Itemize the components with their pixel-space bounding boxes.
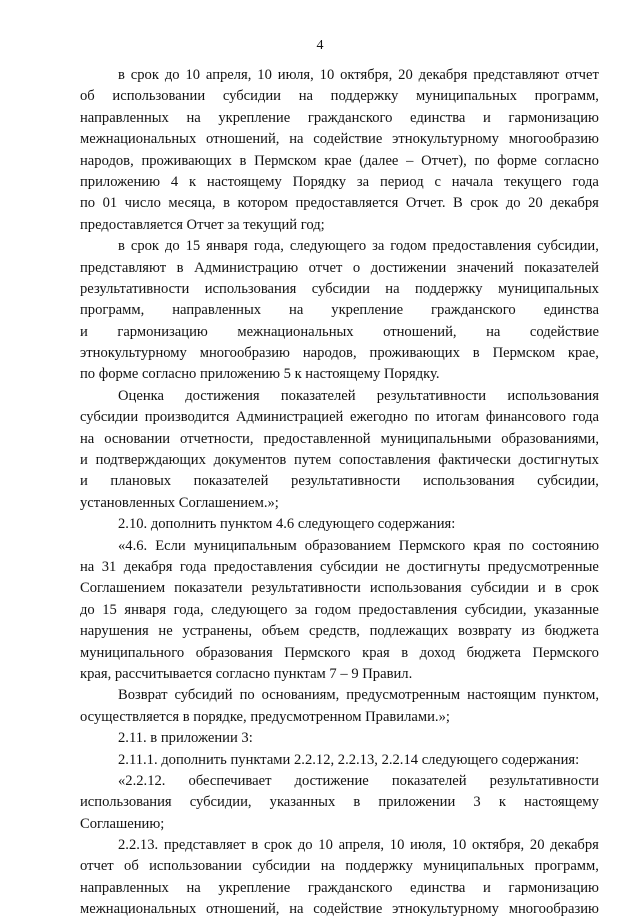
text-line: по 01 число месяца, в котором предоставляется Отчет. В срок до 20 декабря: [80, 195, 599, 212]
text-line: представляют в Администрацию отчет о достижении значений показателей: [80, 259, 599, 276]
text-line: Возврат субсидий по основаниям, предусмотренным настоящим пунктом,: [118, 687, 599, 704]
text-line: до 15 января года, следующего за годом предоставления субсидии, указанные: [80, 601, 599, 618]
text-line: направленных на укрепление гражданского единства и гармонизацию: [80, 109, 599, 126]
text-line: народов, проживающих в Пермском крае (далее – Отчет), по форме согласно: [80, 152, 599, 169]
text-line: и гармонизацию межнациональных отношений, на содействие: [80, 323, 599, 340]
text-line: в срок до 10 апреля, 10 июля, 10 октября, 20 декабря представляют отчет: [118, 67, 599, 83]
page-number: 4: [316, 38, 324, 53]
document-body: [80, 65, 599, 921]
text-line: муниципального образования Пермского края в доход бюджета Пермского: [80, 644, 599, 661]
text-line: об использовании субсидии на поддержку муниципальных программ,: [80, 88, 599, 105]
text-line: результативности использования субсидии на поддержку муниципальных: [80, 280, 599, 297]
text-line: установленных Соглашением.»;: [80, 494, 279, 511]
text-line: межнациональных отношений, на содействие этнокультурному многообразию: [80, 901, 599, 918]
text-line: Соглашению;: [80, 815, 165, 832]
text-line: и подтверждающих документов путем сопоставления фактически достигнутых: [80, 452, 599, 469]
text-line: Соглашением показатели результативности использования субсидии и в срок: [80, 580, 599, 597]
text-line: использования субсидии, указанных в приложении 3 к настоящему: [80, 794, 599, 811]
text-line: приложению 4 к настоящему Порядку за период с начала текущего года: [80, 173, 599, 190]
text-line: этнокультурному многообразию народов, проживающих в Пермском крае,: [80, 345, 599, 362]
text-line: по форме согласно приложению 5 к настоящему Порядку.: [80, 366, 440, 383]
text-line: субсидии производится Администрацией ежегодно по итогам финансового года: [80, 409, 599, 426]
text-line: 2.10. дополнить пунктом 4.6 следующего содержания:: [118, 516, 456, 533]
text-line: межнациональных отношений, на содействие этнокультурному многообразию: [80, 131, 599, 148]
text-line: края, рассчитывается согласно пунктам 7 – 9 Правил.: [80, 665, 413, 682]
text-line: предоставляется Отчет за текущий год;: [80, 216, 325, 233]
text-line: в срок до 15 января года, следующего за годом предоставления субсидии,: [118, 238, 599, 255]
text-line: и плановых показателей результативности использования субсидии,: [80, 473, 599, 490]
text-line: осуществляется в порядке, предусмотренном Правилами.»;: [80, 708, 450, 725]
text-line: на 31 декабря года предоставления субсидии не достигнуты предусмотренные: [80, 558, 599, 575]
text-line: 2.11. в приложении 3:: [118, 730, 253, 747]
text-line: программ, направленных на укрепление гражданского единства: [80, 302, 599, 319]
text-line: отчет об использовании субсидии на поддержку муниципальных программ,: [80, 858, 599, 875]
text-line: «4.6. Если муниципальным образованием Пермского края по состоянию: [118, 537, 599, 554]
text-line: на основании отчетности, предоставленной муниципальными образованиями,: [80, 430, 599, 447]
text-line: направленных на укрепление гражданского единства и гармонизацию: [80, 879, 599, 896]
text-line: Оценка достижения показателей результативности использования: [118, 387, 599, 404]
text-line: «2.2.12. обеспечивает достижение показателей результативности: [118, 772, 599, 789]
text-line: нарушения не устранены, объем средств, подлежащих возврату из бюджета: [80, 623, 599, 640]
text-line: 2.2.13. представляет в срок до 10 апреля, 10 июля, 10 октября, 20 декабря: [118, 837, 599, 854]
text-line: 2.11.1. дополнить пунктами 2.2.12, 2.2.13, 2.2.14 следующего содержания:: [118, 751, 580, 768]
